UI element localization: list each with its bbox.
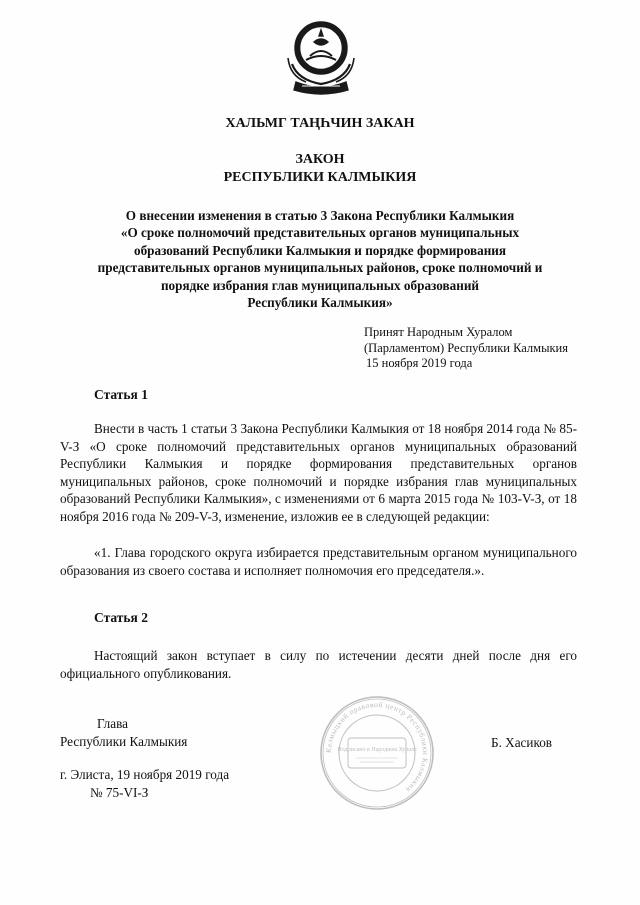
adoption-note-line: 15 ноября 2019 года — [366, 356, 473, 370]
law-title-line: представительных органов муниципальных районов, сроке полномочий и — [97, 260, 543, 276]
law-heading-line1: ЗАКОН — [295, 152, 345, 167]
law-title-line: порядке избрания глав муниципальных образований — [160, 277, 480, 293]
article-1-heading: Статья 1 — [94, 387, 148, 402]
law-title-line: О внесении изменения в статью 3 Закона Республики Калмыкия — [125, 208, 515, 223]
place-date-number — [60, 766, 229, 801]
official-seal-stamp — [318, 694, 436, 812]
article-2-paragraph: Настоящий закон вступает в силу по истечении десяти дней после дня его официального опубликования. — [60, 648, 577, 681]
law-title — [0, 207, 640, 311]
kalmyk-law-heading: ХАЛЬМГ ТАҢҺЧИН ЗАКАН — [225, 116, 415, 131]
article-1-quote: «1. Глава городского округа избирается представительным органом муниципального образования из своего состава и исполняет полномочия его председателя.». — [60, 545, 577, 578]
place-date: г. Элиста, 19 ноября 2019 года — [60, 767, 230, 782]
signatory-title-line1: Глава — [97, 716, 128, 731]
article-2-heading: Статья 2 — [94, 610, 148, 625]
law-title-line: образований Республики Калмыкия и порядке формирования — [133, 242, 507, 258]
adoption-note-line: (Парламентом) Республики Калмыкия — [364, 340, 568, 355]
adoption-note — [364, 325, 604, 372]
law-heading-line2: РЕСПУБЛИКИ КАЛМЫКИЯ — [223, 170, 417, 185]
adoption-note-line: Принят Народным Хуралом — [364, 325, 513, 339]
law-number: № 75-VI-З — [90, 784, 149, 800]
signatory-title-line2: Республики Калмыкия — [60, 733, 188, 749]
article-1-paragraph: Внести в часть 1 статьи 3 Закона Республики Калмыкия от 18 ноября 2014 года № 85-V-З «О сроке полномочий представительных органов муниципальных образований Республики Калмыкия и порядке формирования представительных органов муниципальных районов, сроке полномочий и порядке избрания глав муниципальных образований Республики Калмыкия», с изменениями от 6 марта 2015 года № 103-V-З, от 18 ноября 2016 года № 209-V-З, изменение, изложив ее в следующей редакции: — [60, 421, 577, 524]
law-title-line: Республики Калмыкия» — [247, 295, 393, 311]
coat-of-arms-emblem — [286, 18, 356, 96]
seal-inner-text: Подписано в Народном Хурале — [337, 747, 417, 753]
law-title-line: «О сроке полномочий представительных органов муниципальных — [120, 225, 520, 241]
law-heading — [0, 151, 640, 187]
signer-name: Б. Хасиков — [491, 735, 553, 750]
seal-outer-text: Калмыцкий правовой центр Республики Калмыкия — [323, 699, 431, 795]
signatory-title — [60, 715, 187, 750]
